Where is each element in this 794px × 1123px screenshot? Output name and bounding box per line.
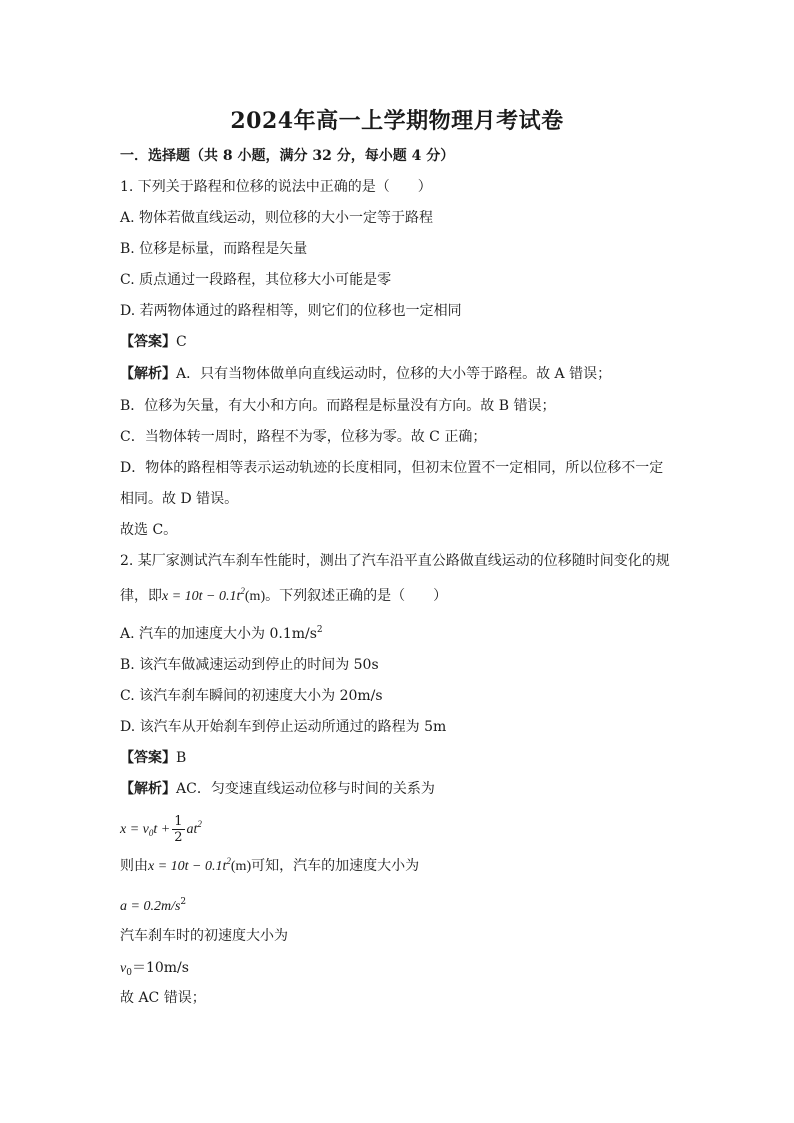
q2-analysis-ac: [120, 779, 435, 799]
q1-stem: 1. 下列关于路程和位移的说法中正确的是（ ）: [120, 179, 432, 195]
q1-option-b: B. 位移是标量，而路程是矢量: [120, 241, 308, 257]
q2-option-b: B. 该汽车做减速运动到停止的时间为 50s: [120, 657, 379, 673]
kinematics-formula: [120, 812, 202, 847]
v0-value: ＝10m/s: [131, 960, 189, 976]
v0-subscript: 0: [126, 968, 132, 978]
acceleration-result: [120, 896, 186, 917]
stem-prefix: 律，即: [120, 588, 162, 604]
formula-t: t +: [153, 822, 171, 837]
formula-lhs: [120, 822, 170, 837]
option-a-exponent: 2: [316, 625, 323, 635]
formula-exponent: 2: [197, 819, 202, 829]
answer-tag: 【答案】: [120, 334, 176, 350]
fraction-denominator: 2: [174, 829, 183, 845]
q2-stem-line2: [120, 586, 447, 607]
v0-symbol: v: [120, 961, 127, 976]
q1-option-d: D. 若两物体通过的路程相等，则它们的位移也一定相同: [120, 303, 462, 319]
analysis-text: A．只有当物体做单向直线运动时，位移的大小等于路程。故 A 错误；: [176, 366, 612, 382]
then-suffix: 可知，汽车的加速度大小为: [251, 858, 420, 874]
equation-unit: (m): [230, 859, 252, 874]
q2-then-line: [120, 856, 419, 877]
answer-value: C: [176, 334, 187, 350]
q2-ac-wrong: 故 AC 错误；: [120, 990, 206, 1006]
page-title: 2024年高一上学期物理月考试卷: [230, 108, 564, 134]
option-a-text: A. 汽车的加速度大小为 0.1m/s: [120, 626, 317, 642]
q2-stem-line1: 2. 某厂家测试汽车刹车性能时，测出了汽车沿平直公路做直线运动的位移随时间变化的规: [120, 553, 670, 569]
q1-analysis-b: B．位移为矢量，有大小和方向。而路程是标量没有方向。故 B 错误；: [120, 398, 556, 414]
fraction-half: [172, 814, 184, 845]
acceleration-value: a = 0.2m/s: [120, 899, 181, 914]
formula-subscript: 0: [148, 828, 154, 838]
analysis-tag: 【解析】: [120, 366, 176, 382]
q2-option-c: C. 该汽车刹车瞬间的初速度大小为 20m/s: [120, 688, 383, 704]
formula-rhs: [186, 819, 202, 837]
initial-speed-text: 汽车刹车时的初速度大小为: [120, 928, 288, 944]
section-heading: 一．选择题（共 8 小题，满分 32 分，每小题 4 分）: [120, 148, 455, 164]
formula-x: x = v: [120, 822, 149, 837]
displacement-equation: [148, 856, 252, 874]
analysis-tag: 【解析】: [120, 781, 176, 797]
answer-tag: 【答案】: [120, 750, 176, 766]
q1-option-c: C. 质点通过一段路程，其位移大小可能是零: [120, 272, 392, 288]
q1-conclusion: 故选 C。: [120, 522, 178, 538]
analysis-text: AC．匀变速直线运动位移与时间的关系为: [176, 781, 435, 797]
equation-body: x = 10t − 0.1t: [162, 589, 241, 604]
q2-option-d: D. 该汽车从开始刹车到停止运动所通过的路程为 5m: [120, 719, 447, 735]
q1-answer: [120, 332, 187, 352]
q2-option-a: [120, 624, 323, 644]
initial-speed-result: [120, 958, 189, 979]
equation-exponent: 2: [226, 856, 231, 866]
q1-analysis-d2: 相同。故 D 错误。: [120, 491, 239, 507]
fraction-numerator: 1: [174, 813, 183, 829]
answer-value: B: [176, 750, 187, 766]
q1-analysis-a: [120, 364, 611, 384]
q1-analysis-c: C．当物体转一周时，路程不为零，位移为零。故 C 正确；: [120, 429, 487, 445]
equation-exponent: 2: [240, 586, 245, 596]
equation-unit: (m): [244, 589, 266, 604]
q2-answer: [120, 748, 186, 768]
then-prefix: 则由: [120, 858, 148, 874]
stem-suffix: 。下列叙述正确的是（ ）: [265, 588, 448, 604]
displacement-equation: [162, 586, 266, 604]
equation-body: x = 10t − 0.1t: [148, 859, 227, 874]
q1-option-a: A. 物体若做直线运动，则位移的大小一定等于路程: [120, 210, 434, 226]
q1-analysis-d1: D．物体的路程相等表示运动轨迹的长度相同，但初末位置不一定相同，所以位移不一定: [120, 460, 664, 476]
acceleration-exponent: 2: [180, 897, 187, 907]
formula-at: at: [186, 822, 198, 837]
